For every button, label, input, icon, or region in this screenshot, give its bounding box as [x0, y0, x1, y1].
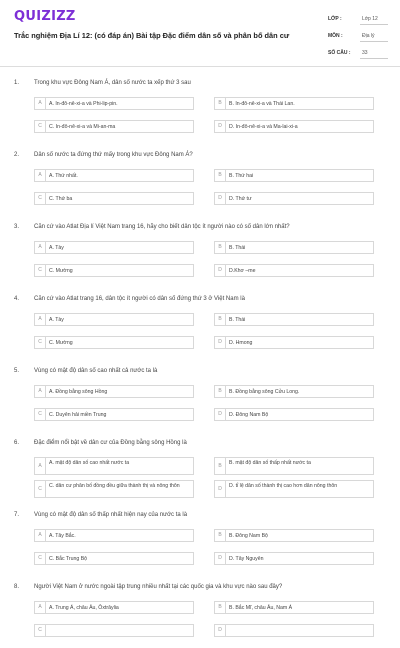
option-text: B. Đông Nam Bộ [229, 533, 268, 539]
answer-option-d[interactable] [214, 264, 374, 277]
option-text: C. dân cư phân bố đồng đều giữa thành thị và nông thôn [49, 483, 180, 489]
option-letter: A [35, 530, 46, 541]
header-divider [0, 66, 400, 67]
answer-option-c[interactable] [34, 264, 194, 277]
answer-option-d[interactable] [214, 408, 374, 421]
option-text: D. Hmong [229, 340, 253, 346]
meta-label: MÔN : [328, 33, 343, 39]
question-block [0, 216, 400, 288]
answer-option-a[interactable] [34, 529, 194, 542]
question-text: Dân số nước ta đứng thứ mấy trong khu vực Đông Nam Á? [34, 152, 193, 158]
option-text: D. Thứ tư [229, 196, 252, 202]
option-text: C. Mường [49, 268, 73, 274]
option-text: A. In-đô-nê-xi-a và Phi-lip-pin. [49, 101, 118, 107]
answer-option-c[interactable] [34, 336, 194, 349]
answer-option-c[interactable] [34, 120, 194, 133]
question-text: Căn cứ vào Atlat trang 16, dân tộc ít người có dân số đứng thứ 3 ở Việt Nam là [34, 296, 245, 302]
answer-option-b[interactable] [214, 313, 374, 326]
question-block [0, 288, 400, 360]
option-letter: C [35, 481, 46, 497]
answer-option-b[interactable] [214, 241, 374, 254]
answer-option-c[interactable] [34, 408, 194, 421]
meta-value: 33 [362, 50, 368, 56]
answer-option-d[interactable] [214, 624, 374, 637]
question-number: 1. [14, 80, 20, 86]
quizizz-logo: QUIZIZZ [14, 9, 76, 24]
option-text: D. Tây Nguyên [229, 556, 264, 562]
question-number: 5. [14, 368, 20, 374]
answer-option-b[interactable] [214, 601, 374, 614]
answer-option-a[interactable] [34, 385, 194, 398]
answer-option-b[interactable] [214, 529, 374, 542]
meta-value: Lớp 12 [362, 16, 378, 22]
option-letter: C [35, 193, 46, 204]
option-letter: D [215, 553, 226, 564]
question-block [0, 432, 400, 504]
answer-option-d[interactable] [214, 480, 374, 498]
question-text: Căn cứ vào Atlat Địa lí Việt Nam trang 16, hãy cho biết dân tộc ít người nào có số dân lớn nhất? [34, 224, 290, 230]
question-block [0, 576, 400, 648]
answer-option-c[interactable] [34, 192, 194, 205]
question-text: Trong khu vực Đông Nam Á, dân số nước ta xếp thứ 3 sau [34, 80, 191, 86]
option-text: A. Thứ nhất. [49, 173, 78, 179]
meta-row-class [328, 12, 388, 29]
option-letter: B [215, 314, 226, 325]
meta-underline [360, 24, 388, 25]
question-number: 8. [14, 584, 20, 590]
answer-option-d[interactable] [214, 192, 374, 205]
option-letter: B [215, 602, 226, 613]
option-letter: A [35, 170, 46, 181]
question-number: 6. [14, 440, 20, 446]
answer-option-b[interactable] [214, 97, 374, 110]
question-number: 3. [14, 224, 20, 230]
meta-row-subject [328, 29, 388, 46]
option-text: D. tỉ lệ dân số thành thị cao hơn dân nông thôn [229, 483, 338, 489]
option-text: D.Khơ –me [229, 268, 256, 274]
meta-row-count [328, 46, 388, 63]
meta-label: SỐ CÂU : [328, 50, 351, 56]
worksheet-title: Trắc nghiệm Địa Lí 12: (có đáp án) Bài tập Đặc điểm dân số và phân bố dân cư [14, 31, 290, 40]
option-text: C. Thứ ba [49, 196, 73, 202]
answer-option-c[interactable] [34, 624, 194, 637]
answer-option-a[interactable] [34, 97, 194, 110]
option-letter: A [35, 242, 46, 253]
answer-option-a[interactable] [34, 457, 194, 475]
question-text: Người Việt Nam ở nước ngoài tập trung nhiều nhất tại các quốc gia và khu vực nào sau đây? [34, 584, 283, 590]
question-block [0, 144, 400, 216]
question-block [0, 360, 400, 432]
option-letter: B [215, 386, 226, 397]
option-letter: D [215, 265, 226, 276]
question-text: Đặc điểm nổi bật về dân cư của Đồng bằng sông Hồng là [34, 440, 187, 446]
option-letter: D [215, 409, 226, 420]
option-letter: B [215, 242, 226, 253]
option-letter: C [35, 625, 46, 636]
question-number: 7. [14, 512, 20, 518]
meta-underline [360, 41, 388, 42]
option-letter: D [215, 481, 226, 497]
option-letter: A [35, 98, 46, 109]
question-block [0, 504, 400, 576]
answer-option-d[interactable] [214, 120, 374, 133]
option-text: A. Trung Á, châu Âu, Ôxtrâylia [49, 605, 119, 611]
meta-underline [360, 58, 388, 59]
meta-value: Địa lý [362, 33, 375, 39]
option-letter: D [215, 337, 226, 348]
option-letter: B [215, 458, 226, 474]
option-text: C. Bắc Trung Bộ [49, 556, 88, 562]
answer-option-c[interactable] [34, 480, 194, 498]
option-letter: C [35, 121, 46, 132]
option-text: B. Thái [229, 317, 246, 323]
option-text: A. Tày [49, 245, 64, 251]
option-text: B. Thứ hai [229, 173, 254, 179]
answer-option-b[interactable] [214, 169, 374, 182]
option-letter: C [35, 265, 46, 276]
option-text: B. In-đô-nê-xi-a và Thái Lan. [229, 101, 295, 107]
answer-option-c[interactable] [34, 552, 194, 565]
question-number: 2. [14, 152, 20, 158]
question-number: 4. [14, 296, 20, 302]
question-text: Vùng có mật độ dân số cao nhất cả nước ta là [34, 368, 158, 374]
question-block [0, 72, 400, 144]
option-letter: C [35, 337, 46, 348]
worksheet-meta [328, 12, 388, 63]
answer-option-a[interactable] [34, 241, 194, 254]
option-letter: D [215, 625, 226, 636]
option-letter: B [215, 530, 226, 541]
option-text: D. Đông Nam Bộ [229, 412, 269, 418]
meta-label: LỚP : [328, 16, 342, 22]
option-letter: A [35, 386, 46, 397]
option-letter: C [35, 553, 46, 564]
option-letter: B [215, 98, 226, 109]
option-letter: A [35, 458, 46, 474]
answer-option-a[interactable] [34, 313, 194, 326]
answer-option-a[interactable] [34, 601, 194, 614]
option-text: A. Tây Bắc. [49, 533, 76, 539]
answer-option-d[interactable] [214, 336, 374, 349]
option-text: C. Duyên hải miền Trung [49, 412, 107, 418]
worksheet-header [0, 0, 400, 70]
option-letter: B [215, 170, 226, 181]
option-text: D. In-đô-nê-xi-a và Ma-lai-xi-a [229, 124, 298, 130]
option-letter: C [35, 409, 46, 420]
option-letter: A [35, 602, 46, 613]
option-letter: D [215, 193, 226, 204]
question-text: Vùng có mật độ dân số thấp nhất hiện nay của nước ta là [34, 512, 188, 518]
option-text: B. Đồng bằng sông Cửu Long. [229, 389, 300, 395]
answer-option-b[interactable] [214, 385, 374, 398]
answer-option-b[interactable] [214, 457, 374, 475]
option-text: C. In-đô-nê-xi-a và Mi-an-ma [49, 124, 116, 130]
option-letter: A [35, 314, 46, 325]
question-list [0, 72, 400, 648]
option-text: B. mật độ dân số thấp nhất nước ta [229, 460, 311, 466]
answer-option-a[interactable] [34, 169, 194, 182]
option-letter: D [215, 121, 226, 132]
option-text: A. mật độ dân số cao nhất nước ta [49, 460, 130, 466]
option-text: B. Thái [229, 245, 246, 251]
option-text: A. Đồng bằng sông Hồng [49, 389, 108, 395]
answer-option-d[interactable] [214, 552, 374, 565]
option-text: B. Bắc Mĩ, châu Âu, Nam Á [229, 605, 293, 611]
option-text: C. Mường [49, 340, 73, 346]
option-text: A. Tày [49, 317, 64, 323]
